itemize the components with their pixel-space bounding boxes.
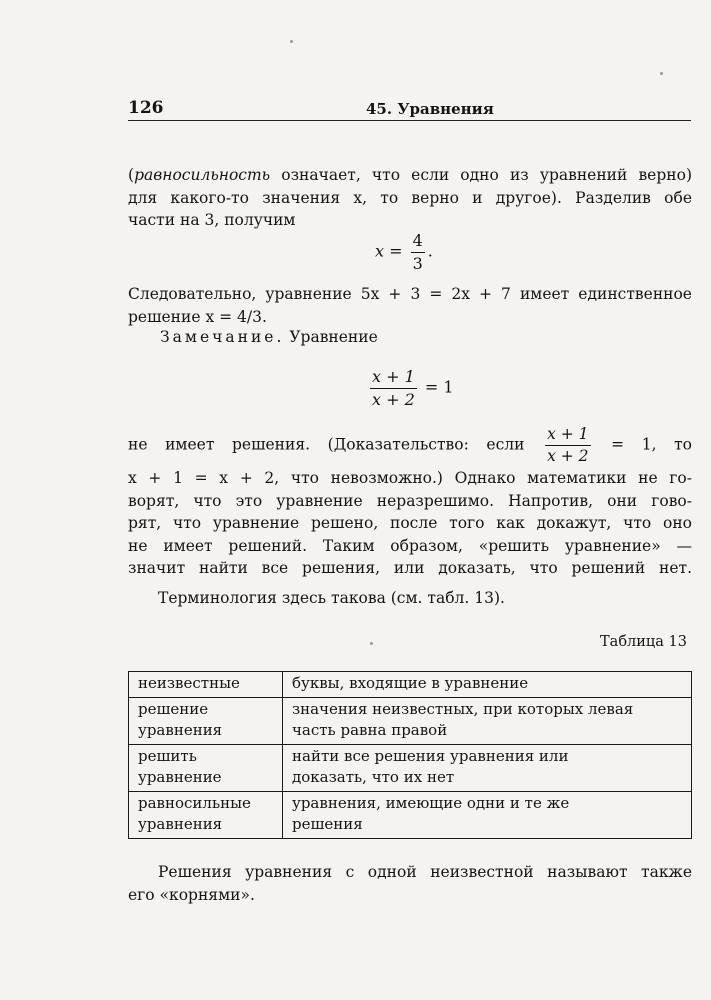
definition-line: часть равна правой	[292, 721, 448, 739]
term-line: уравнения	[138, 815, 223, 833]
p3-line-1: не имеет решения. (Доказательство: если $\frac{x + 1}{x + 2}$ = 1, то	[128, 425, 692, 466]
term-line: уравнение	[138, 768, 222, 786]
definition-line: решения	[292, 815, 363, 833]
terminology-table-body	[129, 672, 692, 839]
section-title: 45. Уравнения	[366, 100, 494, 118]
definition-line: значения неизвестных, при которых левая	[292, 699, 634, 718]
p5-line-1: Решения уравнения с одной неизвестной называют также	[158, 863, 692, 881]
p1-line-2: для какого-то значения x, то верно и другое). Разделив обе	[128, 188, 692, 207]
fraction-x1-x2: $\frac{x + 1}{x + 2}$	[372, 367, 415, 409]
definition-line: найти все решения уравнения или	[292, 746, 569, 765]
definition-line: доказать, что их нет	[292, 768, 455, 786]
definition-line: буквы, входящие в уравнение	[292, 674, 529, 692]
paragraph-equivalence	[128, 164, 692, 232]
term-line: неизвестные	[138, 674, 240, 692]
table-row	[129, 791, 692, 838]
scan-speck	[290, 40, 293, 43]
page-header	[128, 98, 691, 122]
term-cell	[129, 791, 283, 838]
paragraph-roots	[128, 861, 692, 906]
p3-line-3: ворят, что это уравнение неразрешимо. Напротив, они гово-	[128, 491, 692, 510]
equation-fraction-equals-one: $\frac{x + 1}{x + 2}$ = 1	[372, 367, 454, 409]
p3-line-5: не имеет решений. Таким образом, «решить уравнение» —	[128, 536, 692, 555]
p3-line-2: x + 1 = x + 2, что невозможно.) Однако математики не го-	[128, 469, 692, 488]
remark-text: Уравнение	[289, 328, 378, 346]
term-cell	[129, 672, 283, 698]
p3-line-4: рят, что уравнение решено, после того как докажут, что оно	[128, 514, 692, 533]
scan-speck	[370, 642, 373, 645]
term-line: уравнения	[138, 721, 223, 739]
remark-heading	[160, 328, 378, 346]
term-line: равносильные	[138, 793, 251, 812]
term-cell	[129, 697, 283, 744]
header-rule	[128, 120, 691, 121]
terminology-table	[128, 671, 692, 839]
paragraph-proof	[128, 426, 692, 580]
term-line: решить	[138, 746, 197, 765]
p3-line-6: значит найти все решения, или доказать, что решений нет.	[128, 559, 692, 578]
term-cell	[129, 744, 283, 791]
p1-line-3: части на 3, получим	[128, 211, 296, 229]
p5-line-2: его «корнями».	[128, 885, 255, 904]
paragraph-conclusion	[128, 283, 692, 328]
fraction-4-3: $\frac{4}{3}$	[412, 231, 423, 273]
definition-cell	[283, 791, 692, 838]
equation-x-equals-four-thirds: x = $\frac{4}{3}$ .	[375, 231, 433, 273]
table-row	[129, 697, 692, 744]
definition-line: уравнения, имеющие одни и те же	[292, 793, 570, 812]
definition-cell	[283, 672, 692, 698]
p2-line-2: решение x = 4/3.	[128, 307, 267, 326]
remark-label: Замечание.	[160, 328, 285, 346]
paragraph-terminology: Терминология здесь такова (см. табл. 13).	[158, 589, 505, 607]
p1-line-1: (равносильность означает, что если одно из уравнений верно)	[128, 166, 692, 184]
page-number: 126	[128, 98, 164, 118]
definition-cell	[283, 697, 692, 744]
definition-cell	[283, 744, 692, 791]
table-row	[129, 672, 692, 698]
table-row	[129, 744, 692, 791]
table-caption: Таблица 13	[600, 634, 687, 650]
scan-speck	[660, 72, 663, 75]
term-equivalence: равносильность	[134, 166, 271, 184]
inline-fraction: $\frac{x + 1}{x + 2}$	[547, 425, 589, 466]
p2-line-1: Следовательно, уравнение 5x + 3 = 2x + 7 имеет единственное	[128, 285, 692, 303]
term-line: решение	[138, 699, 209, 718]
